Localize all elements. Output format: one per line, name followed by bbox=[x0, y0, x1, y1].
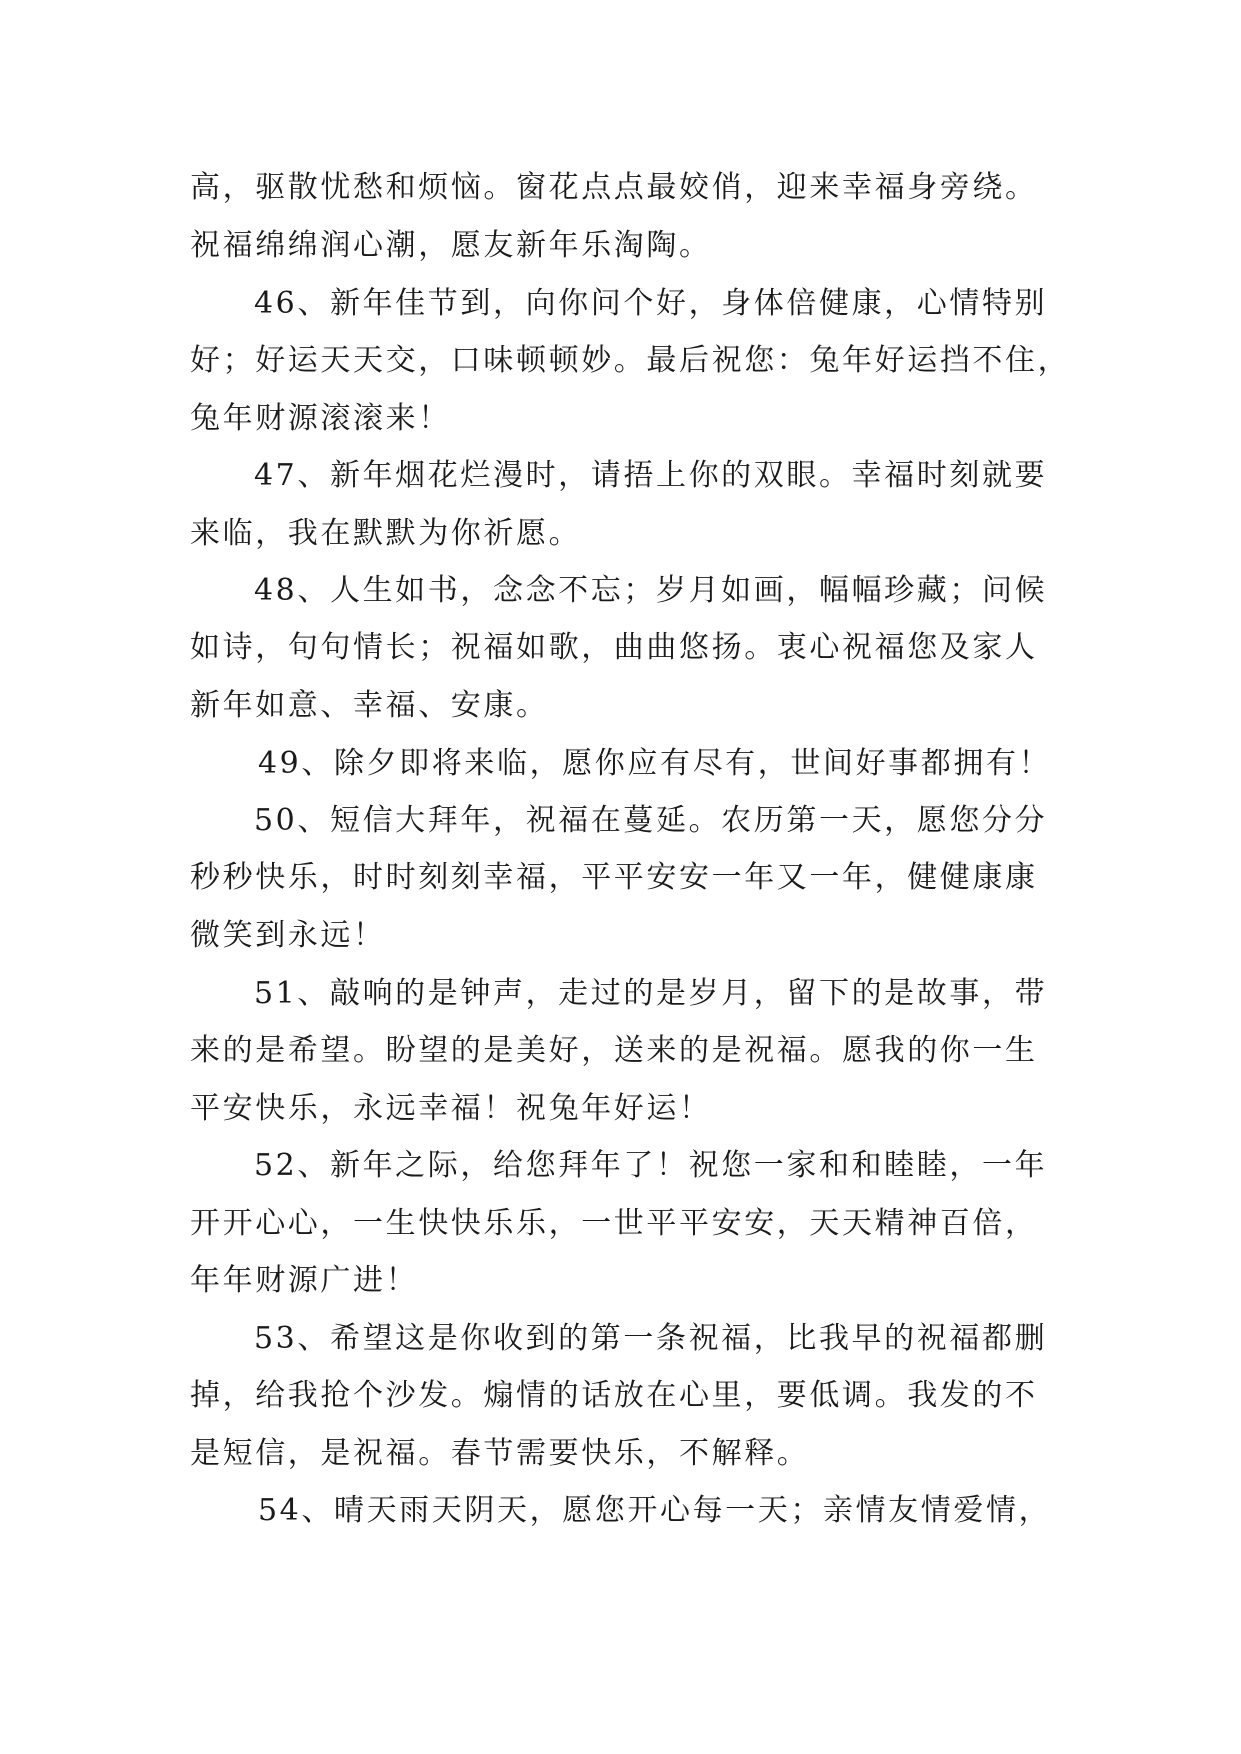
text-line-23: 是短信，是祝福。春节需要快乐，不解释。 bbox=[190, 1436, 810, 1471]
text-line-2: 祝福绵绵润心潮，愿友新年乐淘陶。 bbox=[190, 228, 712, 263]
text-line-5: 兔年财源滚滚来！ bbox=[190, 401, 451, 436]
text-line-12: 50、短信大拜年，祝福在蔓延。农历第一天，愿您分分 bbox=[254, 803, 1048, 838]
text-line-11: 49、除夕即将来临，愿你应有尽有，世间好事都拥有！ bbox=[258, 746, 1052, 781]
text-line-15: 51、敲响的是钟声，走过的是岁月，留下的是故事，带 bbox=[254, 976, 1048, 1011]
text-line-17: 平安快乐，永远幸福！祝兔年好运！ bbox=[190, 1091, 712, 1126]
text-line-10: 新年如意、幸福、安康。 bbox=[190, 688, 549, 723]
text-line-14: 微笑到永远！ bbox=[190, 918, 386, 953]
text-line-9: 如诗，句句情长；祝福如歌，曲曲悠扬。衷心祝福您及家人 bbox=[190, 630, 1038, 665]
text-line-24: 54、晴天雨天阴天，愿您开心每一天；亲情友情爱情， bbox=[258, 1493, 1052, 1528]
text-line-20: 年年财源广进！ bbox=[190, 1263, 419, 1298]
text-line-16: 来的是希望。盼望的是美好，送来的是祝福。愿我的你一生 bbox=[190, 1033, 1038, 1068]
text-line-7: 来临，我在默默为你祈愿。 bbox=[190, 516, 582, 551]
text-line-8: 48、人生如书，念念不忘；岁月如画，幅幅珍藏；问候 bbox=[254, 573, 1048, 608]
text-line-22: 掉，给我抢个沙发。煽情的话放在心里，要低调。我发的不 bbox=[190, 1378, 1038, 1413]
text-line-1: 高，驱散忧愁和烦恼。窗花点点最姣俏，迎来幸福身旁绕。 bbox=[190, 170, 1038, 205]
text-line-19: 开开心心，一生快快乐乐，一世平平安安，天天精神百倍， bbox=[190, 1206, 1038, 1241]
text-line-21: 53、希望这是你收到的第一条祝福，比我早的祝福都删 bbox=[254, 1321, 1048, 1356]
text-line-3: 46、新年佳节到，向你问个好，身体倍健康，心情特别 bbox=[254, 286, 1048, 321]
text-line-6: 47、新年烟花烂漫时，请捂上你的双眼。幸福时刻就要 bbox=[254, 458, 1048, 493]
text-line-4: 好；好运天天交，口味顿顿妙。最后祝您：兔年好运挡不住， bbox=[190, 343, 1071, 378]
text-line-18: 52、新年之际，给您拜年了！祝您一家和和睦睦，一年 bbox=[254, 1148, 1048, 1183]
text-line-13: 秒秒快乐，时时刻刻幸福，平平安安一年又一年，健健康康 bbox=[190, 860, 1038, 895]
